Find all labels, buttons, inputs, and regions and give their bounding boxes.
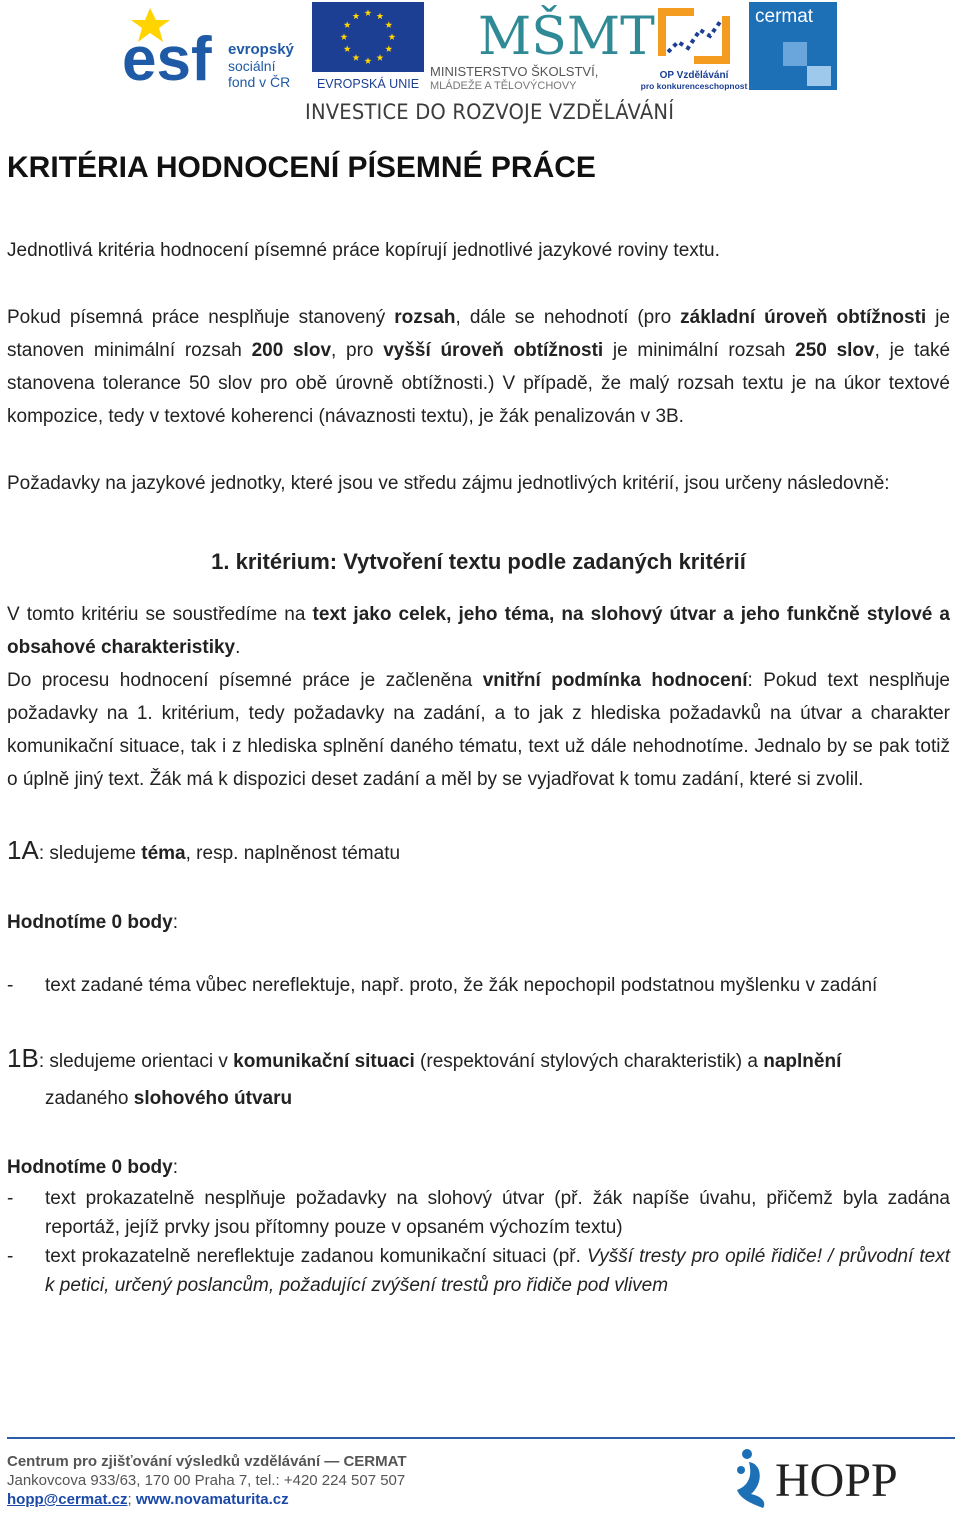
msmt-logo xyxy=(430,2,655,92)
section-1a-heading: 1A: sledujeme téma, resp. naplněnost tématu xyxy=(7,835,401,865)
document-body xyxy=(7,148,950,1300)
criterion-1-focus: V tomto kritériu se soustředíme na text jako celek, jeho téma, na slohový útvar a jeho funkčně stylové a obsahové charakteristiky. xyxy=(7,604,950,658)
footer xyxy=(7,1452,407,1509)
page-title: KRITÉRIA HODNOCENÍ PÍSEMNÉ PRÁCE xyxy=(7,151,596,184)
eu-label: EVROPSKÁ UNIE xyxy=(316,77,420,91)
hopp-logo xyxy=(733,1444,943,1510)
points-label-1b: Hodnotíme 0 body: xyxy=(7,1157,179,1178)
esf-line2: sociální xyxy=(228,58,276,74)
footer-web-link[interactable]: www.novamaturita.cz xyxy=(135,1491,289,1508)
msmt-line1: MINISTERSTVO ŠKOLSTVÍ, xyxy=(430,64,599,79)
opvk-logo xyxy=(640,2,748,91)
esf-big-text: esf xyxy=(122,25,212,94)
msmt-mark: MŠMT xyxy=(478,7,655,67)
footer-divider xyxy=(7,1437,955,1439)
esf-line3: fond v ČR xyxy=(228,74,291,90)
list-item: - text zadané téma vůbec nereflektuje, např. proto, že žák nepochopil podstatnou myšlenku v zadání xyxy=(7,975,878,996)
footer-address: Jankovcova 933/63, 170 00 Praha 7, tel.: +420 224 507 507 xyxy=(7,1472,406,1489)
scope-paragraph: Pokud písemná práce nesplňuje stanovený rozsah, dále se nehodnotí (pro základní úroveň obtížnosti je stanoven minimální rozsah 200 slov, pro vyšší úroveň obtížnosti je minimální rozsah 250 slov, je také stanovena tolerance 50 slov pro obě úrovně obtížnosti.) V případě, že malý rozsah textu je na úkor textové kompozice, tedy v textové koherenci (návaznosti textu), je žák penalizován v 3B. xyxy=(7,307,951,427)
eu-flag-logo xyxy=(312,2,424,90)
opvk-line2: pro konkurenceschopnost xyxy=(640,81,748,91)
points-label-1a: Hodnotíme 0 body: xyxy=(7,912,179,933)
msmt-line2: MLÁDEŽE A TĚLOVÝCHOVY xyxy=(430,80,577,92)
list-item: - text prokazatelně nereflektuje zadanou komunikační situaci (př. Vyšší tresty pro opilé řidiče! / průvodní text k petici, určený poslancům, požadující zvýšení trestů pro řidiče pod vlivem xyxy=(7,1246,950,1296)
list-1b xyxy=(7,1184,950,1300)
footer-contacts: hopp@cermat.cz; www.novamaturita.cz xyxy=(7,1491,289,1508)
footer-organization: Centrum pro zjišťování výsledků vzdělávání — CERMAT xyxy=(7,1453,407,1470)
hopp-text: HOPP xyxy=(775,1454,898,1507)
cermat-label: cermat xyxy=(755,6,814,27)
footer-email-link[interactable]: hopp@cermat.cz xyxy=(7,1491,128,1508)
intro-paragraph: Jednotlivá kritéria hodnocení písemné práce kopírují jednotlivé jazykové roviny textu. xyxy=(7,240,720,261)
criterion-1-heading: 1. kritérium: Vytvoření textu podle zadaných kritérií xyxy=(211,549,746,574)
esf-logo xyxy=(120,2,300,94)
list-item: - text prokazatelně nesplňuje požadavky na slohový útvar (př. žák napíše úvahu, přičemž byla zadána reportáž, jejíž prvky jsou přítomny pouze v opsaném výchozím textu) xyxy=(7,1188,950,1238)
list-1a xyxy=(7,971,950,1000)
criterion-1-condition: Do procesu hodnocení písemné práce je začleněna vnitřní podmínka hodnocení: Pokud text nesplňuje požadavky na 1. kritérium, tedy požadavky na zadání, a to jak z hlediska požadavků na útvar a charakter komunikační situace, tak i z hlediska splnění daného tématu, text už dále nehodnotíme. Jednalo by se pak totiž o úplně jiný text. Žák má k dispozici deset zadání a měl by se vyjadřovat k tomu zadání, které si zvolil. xyxy=(7,670,950,790)
investice-banner: INVESTICE DO ROZVOJE VZDĚLÁVÁNÍ xyxy=(305,100,675,124)
logo-bar xyxy=(0,0,960,128)
esf-line1: evropský xyxy=(228,41,294,58)
section-1b-heading: 1B: sledujeme orientaci v komunikační situaci (respektování stylových charakteristik) a naplnění zadaného slohového útvaru xyxy=(7,1043,842,1109)
requirements-paragraph: Požadavky na jazykové jednotky, které jsou ve středu zájmu jednotlivých kritérií, jsou určeny následovně: xyxy=(7,473,890,494)
opvk-line1: OP Vzdělávání xyxy=(659,70,729,81)
cermat-logo xyxy=(749,2,837,90)
